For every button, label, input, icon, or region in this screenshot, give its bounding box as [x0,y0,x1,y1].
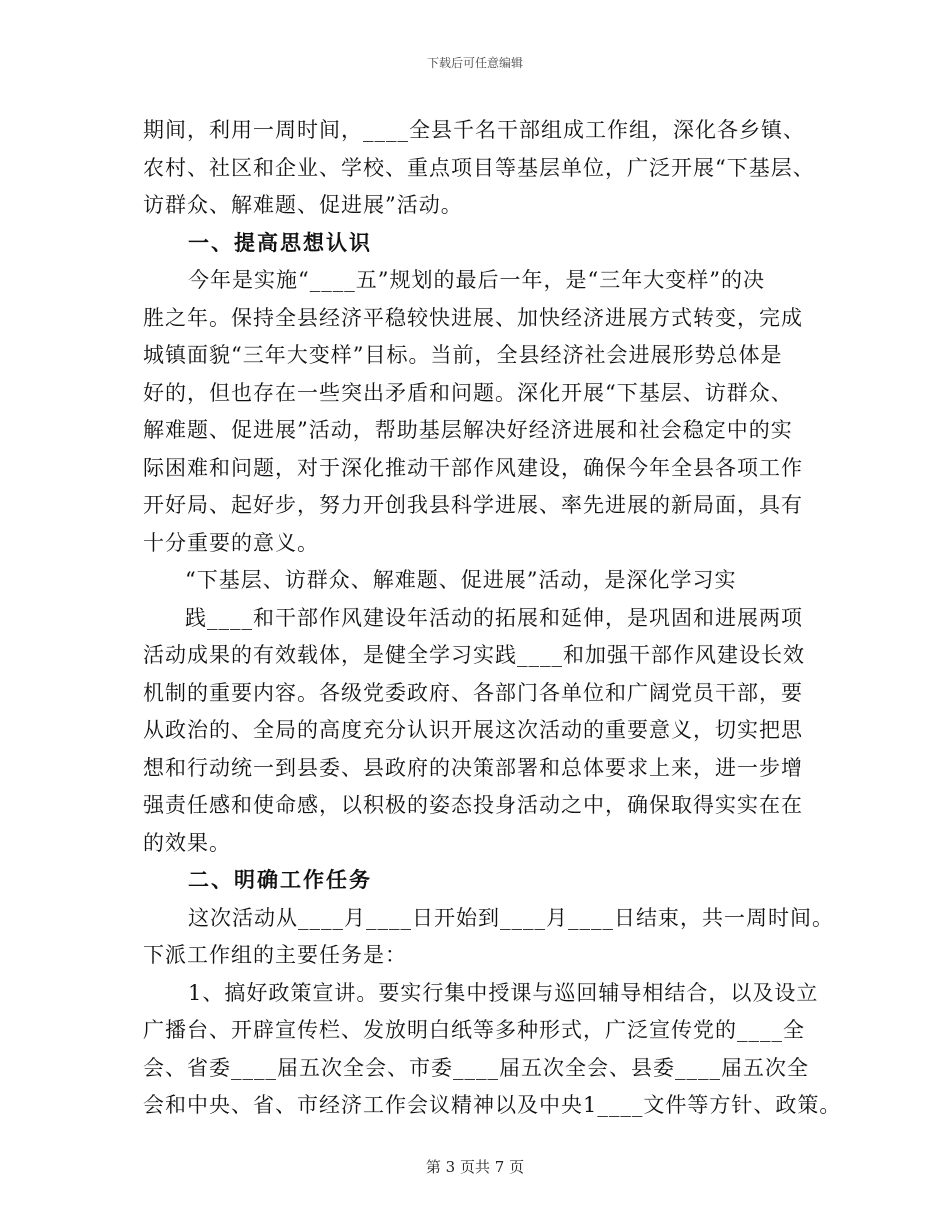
paragraph-line: 广播台、开辟宣传栏、发放明白纸等多种形式，广泛宣传党的____全 [143,1018,805,1042]
paragraph-line: 期间，利用一周时间，____全县千名干部组成工作组，深化各乡镇、 [143,118,805,142]
paragraph-line: 开好局、起好步，努力开创我县科学进展、率先进展的新局面，具有 [143,493,803,517]
paragraph-line: 机制的重要内容。各级党委政府、各部门各单位和广阔党员干部，要 [143,681,803,705]
section-heading: 二、明确工作任务 [188,867,372,892]
paragraph-line: 这次活动从____月____日开始到____月____日结束，共一周时间。 [188,906,834,930]
section-heading: 一、提高思想认识 [188,230,372,255]
paragraph-line: 会、省委____届五次全会、市委____届五次全会、县委____届五次全 [143,1056,809,1080]
paragraph-line: 从政治的、全局的高度充分认识开展这次活动的重要意义，切实把思 [143,718,803,742]
paragraph-line: 1、搞好政策宣讲。要实行集中授课与巡回辅导相结合，以及设立 [188,981,819,1005]
page-footer: 第 3 页共 7 页 [425,1158,525,1176]
page-header: 下载后可任意编辑 [426,56,523,70]
paragraph-line: 际困难和问题，对于深化推动干部作风建设，确保今年全县各项工作 [143,456,803,480]
paragraph-line: 好的，但也存在一些突出矛盾和问题。深化开展“下基层、访群众、 [143,381,793,405]
paragraph-line: 会和中央、省、市经济工作会议精神以及中央1____文件等方针、政策。 [143,1093,842,1117]
paragraph-line: “下基层、访群众、解难题、促进展”活动，是深化学习实 [185,568,737,592]
paragraph-line: 践____和干部作风建设年活动的拓展和延伸，是巩固和进展两项 [185,606,803,630]
paragraph-line: 活动成果的有效载体，是健全学习实践____和加强干部作风建设长效 [143,643,805,667]
paragraph-line: 的效果。 [143,831,231,855]
paragraph-line: 城镇面貌“三年大变样”目标。当前，全县经济社会进展形势总体是 [143,343,783,367]
paragraph-line: 十分重要的意义。 [143,531,319,555]
paragraph-line: 访群众、解难题、促进展”活动。 [143,193,463,217]
paragraph-line: 想和行动统一到县委、县政府的决策部署和总体要求上来，进一步增 [143,756,803,780]
paragraph-line: 强责任感和使命感，以积极的姿态投身活动之中，确保取得实实在在 [143,793,803,817]
paragraph-line: 农村、社区和企业、学校、重点项目等基层单位，广泛开展“下基层、 [143,156,815,180]
paragraph-line: 解难题、促进展”活动，帮助基层解决好经济进展和社会稳定中的实 [143,418,793,442]
paragraph-line: 下派工作组的主要任务是： [143,943,407,967]
paragraph-line: 胜之年。保持全县经济平稳较快进展、加快经济进展方式转变，完成 [143,306,803,330]
paragraph-line: 今年是实施“____五”规划的最后一年，是“三年大变样”的决 [188,268,765,292]
